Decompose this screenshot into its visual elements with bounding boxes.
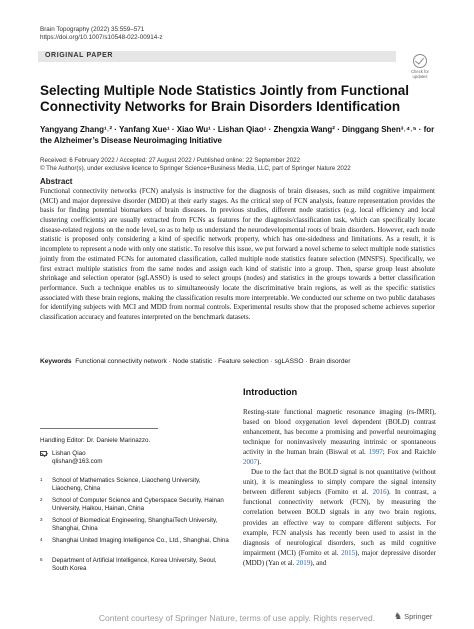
keywords bbox=[40, 357, 435, 366]
author-list: Yangyang Zhang¹˒² · Yanfang Xue¹ · Xiao Wu¹ · Lishan Qiao¹ · Zhengxia Wang² · Dinggang Shen³˒⁴˒⁵ · for the Alzheimer’s Disease Neuroimaging Initiative bbox=[40, 125, 435, 145]
corresponding-name: Lishan Qiao bbox=[52, 450, 86, 457]
publication-dates bbox=[40, 157, 440, 173]
journal-citation: Brain Topography (2022) 35:559–571 bbox=[40, 26, 145, 33]
paper-title: Selecting Multiple Node Statistics Jointly from Functional Connectivity Networks for Brain Disorders Identification bbox=[40, 83, 410, 114]
intro-p1-text-c: ). bbox=[257, 458, 262, 467]
abstract-heading: Abstract bbox=[40, 177, 73, 186]
affiliation-number: 5 bbox=[40, 557, 43, 562]
citation-link[interactable]: 2007 bbox=[243, 458, 258, 467]
intro-p2-text-b: ). In contrast, a functional connectivity network (FCN), by measuring the correlation between BOLD signals in any two brain regions, provides an effective way to compare different subjects. For example, FCN analysis has recently been used to assist in the diagnosis of neurological disorders, such as mild cognitive impairment (MCI) (Fornito et al. bbox=[243, 488, 436, 557]
doi-link[interactable]: https://doi.org/10.1007/s10548-022-00914-z bbox=[40, 34, 163, 42]
affiliation-number: 2 bbox=[40, 497, 43, 502]
intro-p1-text-b: ; Fox and Raichle bbox=[382, 448, 436, 457]
affiliation-text: School of Biomedical Engineering, ShanghaiTech University, Shanghai, China bbox=[52, 517, 218, 532]
affiliation-text: Shanghai United Imaging Intelligence Co., Ltd., Shanghai, China bbox=[52, 537, 229, 544]
springer-horse-icon: ♞ bbox=[394, 611, 403, 621]
check-updates-line1: Check for bbox=[411, 69, 429, 74]
check-updates-icon bbox=[413, 54, 427, 68]
affiliation-number: 4 bbox=[40, 537, 43, 542]
intro-paragraph-1 bbox=[243, 407, 436, 467]
intro-p1-text-a: Resting-state functional magnetic resonance imaging (rs-fMRI), based on blood oxygenation level dependent (BOLD) contrast enhancement, has become a promising and powerful neuroimaging technique for noninvasively measuring intrinsic or spontaneous activity in the human brain (Biswal et al. bbox=[243, 408, 436, 457]
intro-p2-text-d: ), and bbox=[310, 558, 327, 567]
intro-paragraph-2 bbox=[243, 467, 436, 567]
keywords-text: Functional connectivity network · Node statistic · Feature selection · sgLASSO · Brain disorder bbox=[75, 358, 351, 365]
introduction-heading: Introduction bbox=[243, 387, 298, 397]
intro-p2-text-a: Due to the fact that the BOLD signal is not quantitative (without unit), it is meaningless to simply compare the signal intensity between different subjects (Fornito et al. bbox=[243, 468, 436, 497]
paper-type-label: ORIGINAL PAPER bbox=[45, 52, 114, 59]
affiliation-text: School of Mathematics Science, Liaocheng University, Liaocheng, China bbox=[52, 477, 201, 492]
corresponding-email[interactable]: qlishan@163.com bbox=[52, 458, 103, 466]
keywords-label: Keywords bbox=[40, 358, 72, 365]
affiliation-number: 1 bbox=[40, 477, 43, 482]
check-updates-button[interactable] bbox=[404, 54, 436, 79]
publisher-name: Springer bbox=[404, 612, 433, 621]
journal-header bbox=[40, 26, 163, 42]
citation-link[interactable]: 2019 bbox=[296, 558, 311, 567]
intro-p2-text-c: ), major depressive disorder (MDD) (Yan et al. bbox=[243, 548, 436, 567]
page-footer: Content courtesy of Springer Nature, terms of use apply. Rights reserved. bbox=[98, 613, 376, 623]
corresponding-author bbox=[40, 450, 230, 467]
handling-editor: Handling Editor: Dr. Daniele Marinazzo. bbox=[40, 437, 151, 444]
citation-link[interactable]: 2015 bbox=[341, 548, 356, 557]
copyright-line: © The Author(s), under exclusive licence to Springer Science+Business Media, LLC, part of Springer Nature 2022 bbox=[40, 165, 351, 173]
affiliation-number: 3 bbox=[40, 517, 43, 522]
footnote-divider bbox=[40, 428, 158, 429]
received-accepted-dates: Received: 6 February 2022 / Accepted: 27 August 2022 / Published online: 22 September 2022 bbox=[40, 157, 301, 164]
check-updates-line2: updates bbox=[412, 74, 428, 79]
abstract-text: Functional connectivity networks (FCN) analysis is instructive for the diagnosis of brain diseases, such as mild cognitive impairment (MCI) and major depressive disorder (MDD) at their early stages. As the critical step of FCN analysis, feature representation provides the basis for finding potential biomarkers of brain diseases. In previous studies, different node statistics (e.g. local efficiency and local clustering coefficients) are usually extracted from FCNs as features for the diagnosis/classification task, which can specifically locate disease-related regions on the node level, so as to help us understand the neurodevelopmental roots of brain disorders. However, each node statistic is proposed only considering a kind of specific network property, which has one-sidedness and limitations. As a result, it is incomplete to represent a node with only one statistic. To resolve this issue, we put forward a novel scheme to select multiple node statistics jointly from the estimated FCNs for automated classification, called multiple node statistics feature selection (MNSFS). Specifically, we first extract multiple statistics from the same nodes and assign each kind of statistic into a group. Then, sparse group least absolute shrinkage and selection operator (sgLASSO) is used to select groups (nodes) and statistics in the groups towards a better classification performance. Such a technique enables us to simultaneously locate the discriminative brain regions, as well as the specific statistics associated with these brain regions, making the classification results more interpretable. We conducted our scheme on two public databases for identifying subjects with MCI and MDD from normal controls. Experimental results show that the proposed scheme achieves superior classification accuracy and features interpreted on the benchmark datasets. bbox=[40, 187, 435, 321]
affiliation-text: School of Computer Science and Cyberspace Security, Hainan University, Haikou, Hainan, China bbox=[52, 497, 224, 512]
introduction-body bbox=[243, 407, 436, 568]
citation-link[interactable]: 2016 bbox=[372, 488, 387, 497]
citation-link[interactable]: 1997 bbox=[368, 448, 383, 457]
affiliation-text: Department of Artificial Intelligence, Korea University, Seoul, South Korea bbox=[52, 557, 217, 572]
